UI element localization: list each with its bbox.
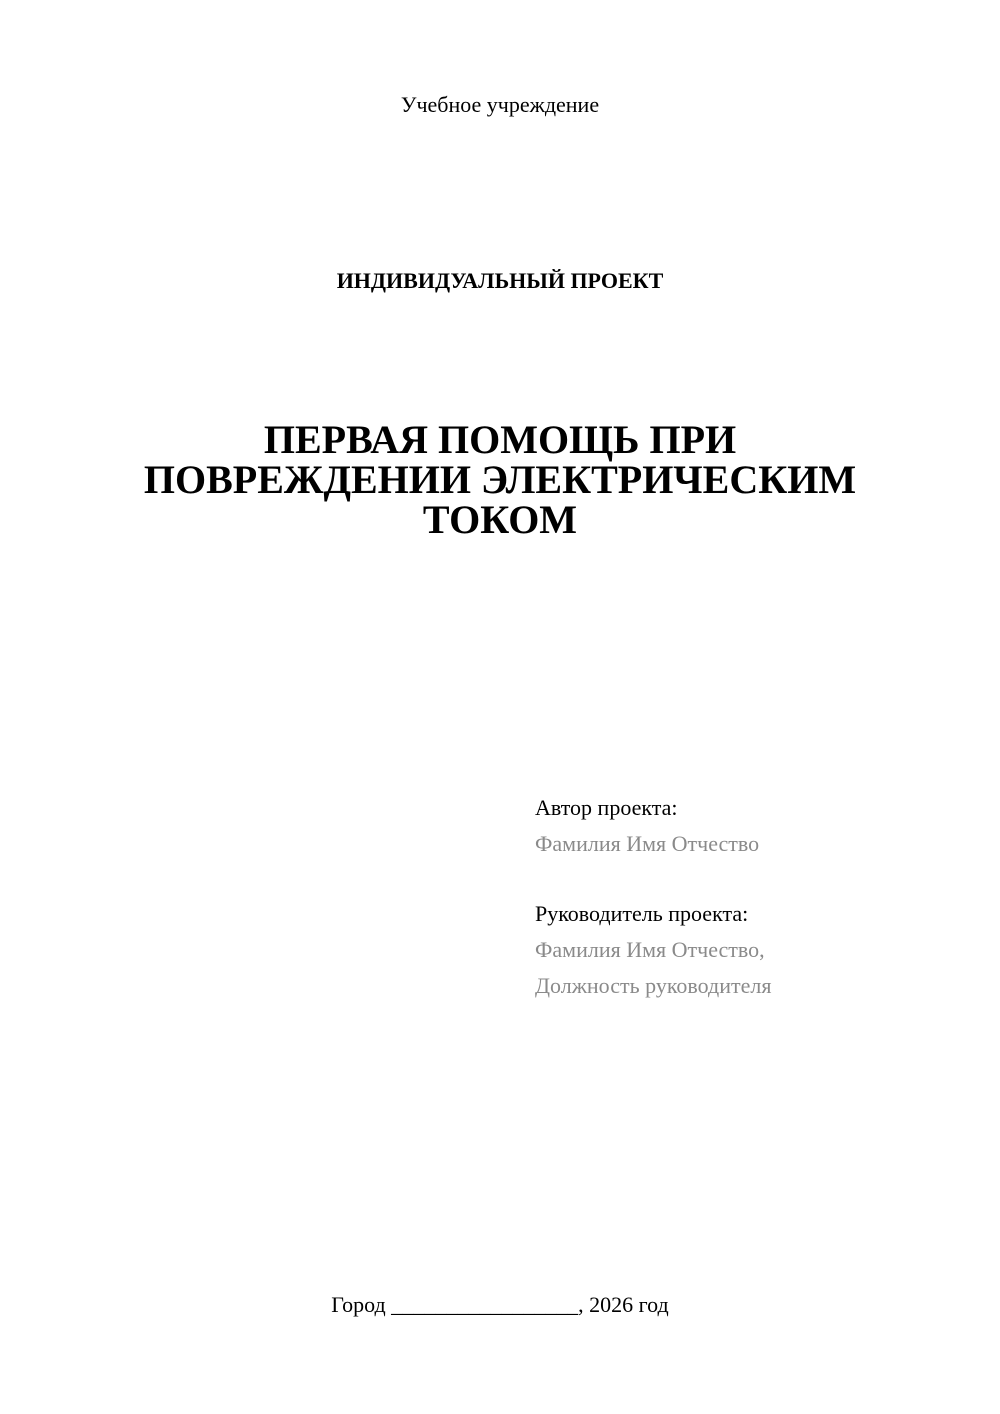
project-title-line-3: ТОКОМ (422, 497, 578, 542)
project-type-heading: ИНДИВИДУАЛЬНЫЙ ПРОЕКТ (336, 268, 664, 293)
supervisor-name: Фамилия Имя Отчество, (535, 937, 765, 962)
credits-spacer (535, 862, 975, 896)
author-label: Автор проекта: (535, 795, 678, 820)
supervisor-position: Должность руководителя (535, 973, 772, 998)
project-title (0, 417, 1000, 542)
institution-name: Учебное учреждение (400, 92, 600, 117)
supervisor-label: Руководитель проекта: (535, 901, 749, 926)
project-title-line-2: ПОВРЕЖДЕНИИ ЭЛЕКТРИЧЕСКИМ (143, 457, 857, 502)
author-name: Фамилия Имя Отчество (535, 831, 760, 856)
project-title-line-1: ПЕРВАЯ ПОМОЩЬ ПРИ (263, 417, 737, 462)
credits-block (535, 790, 975, 1004)
city-year-footer: Город _________________, 2026 год (331, 1292, 669, 1317)
